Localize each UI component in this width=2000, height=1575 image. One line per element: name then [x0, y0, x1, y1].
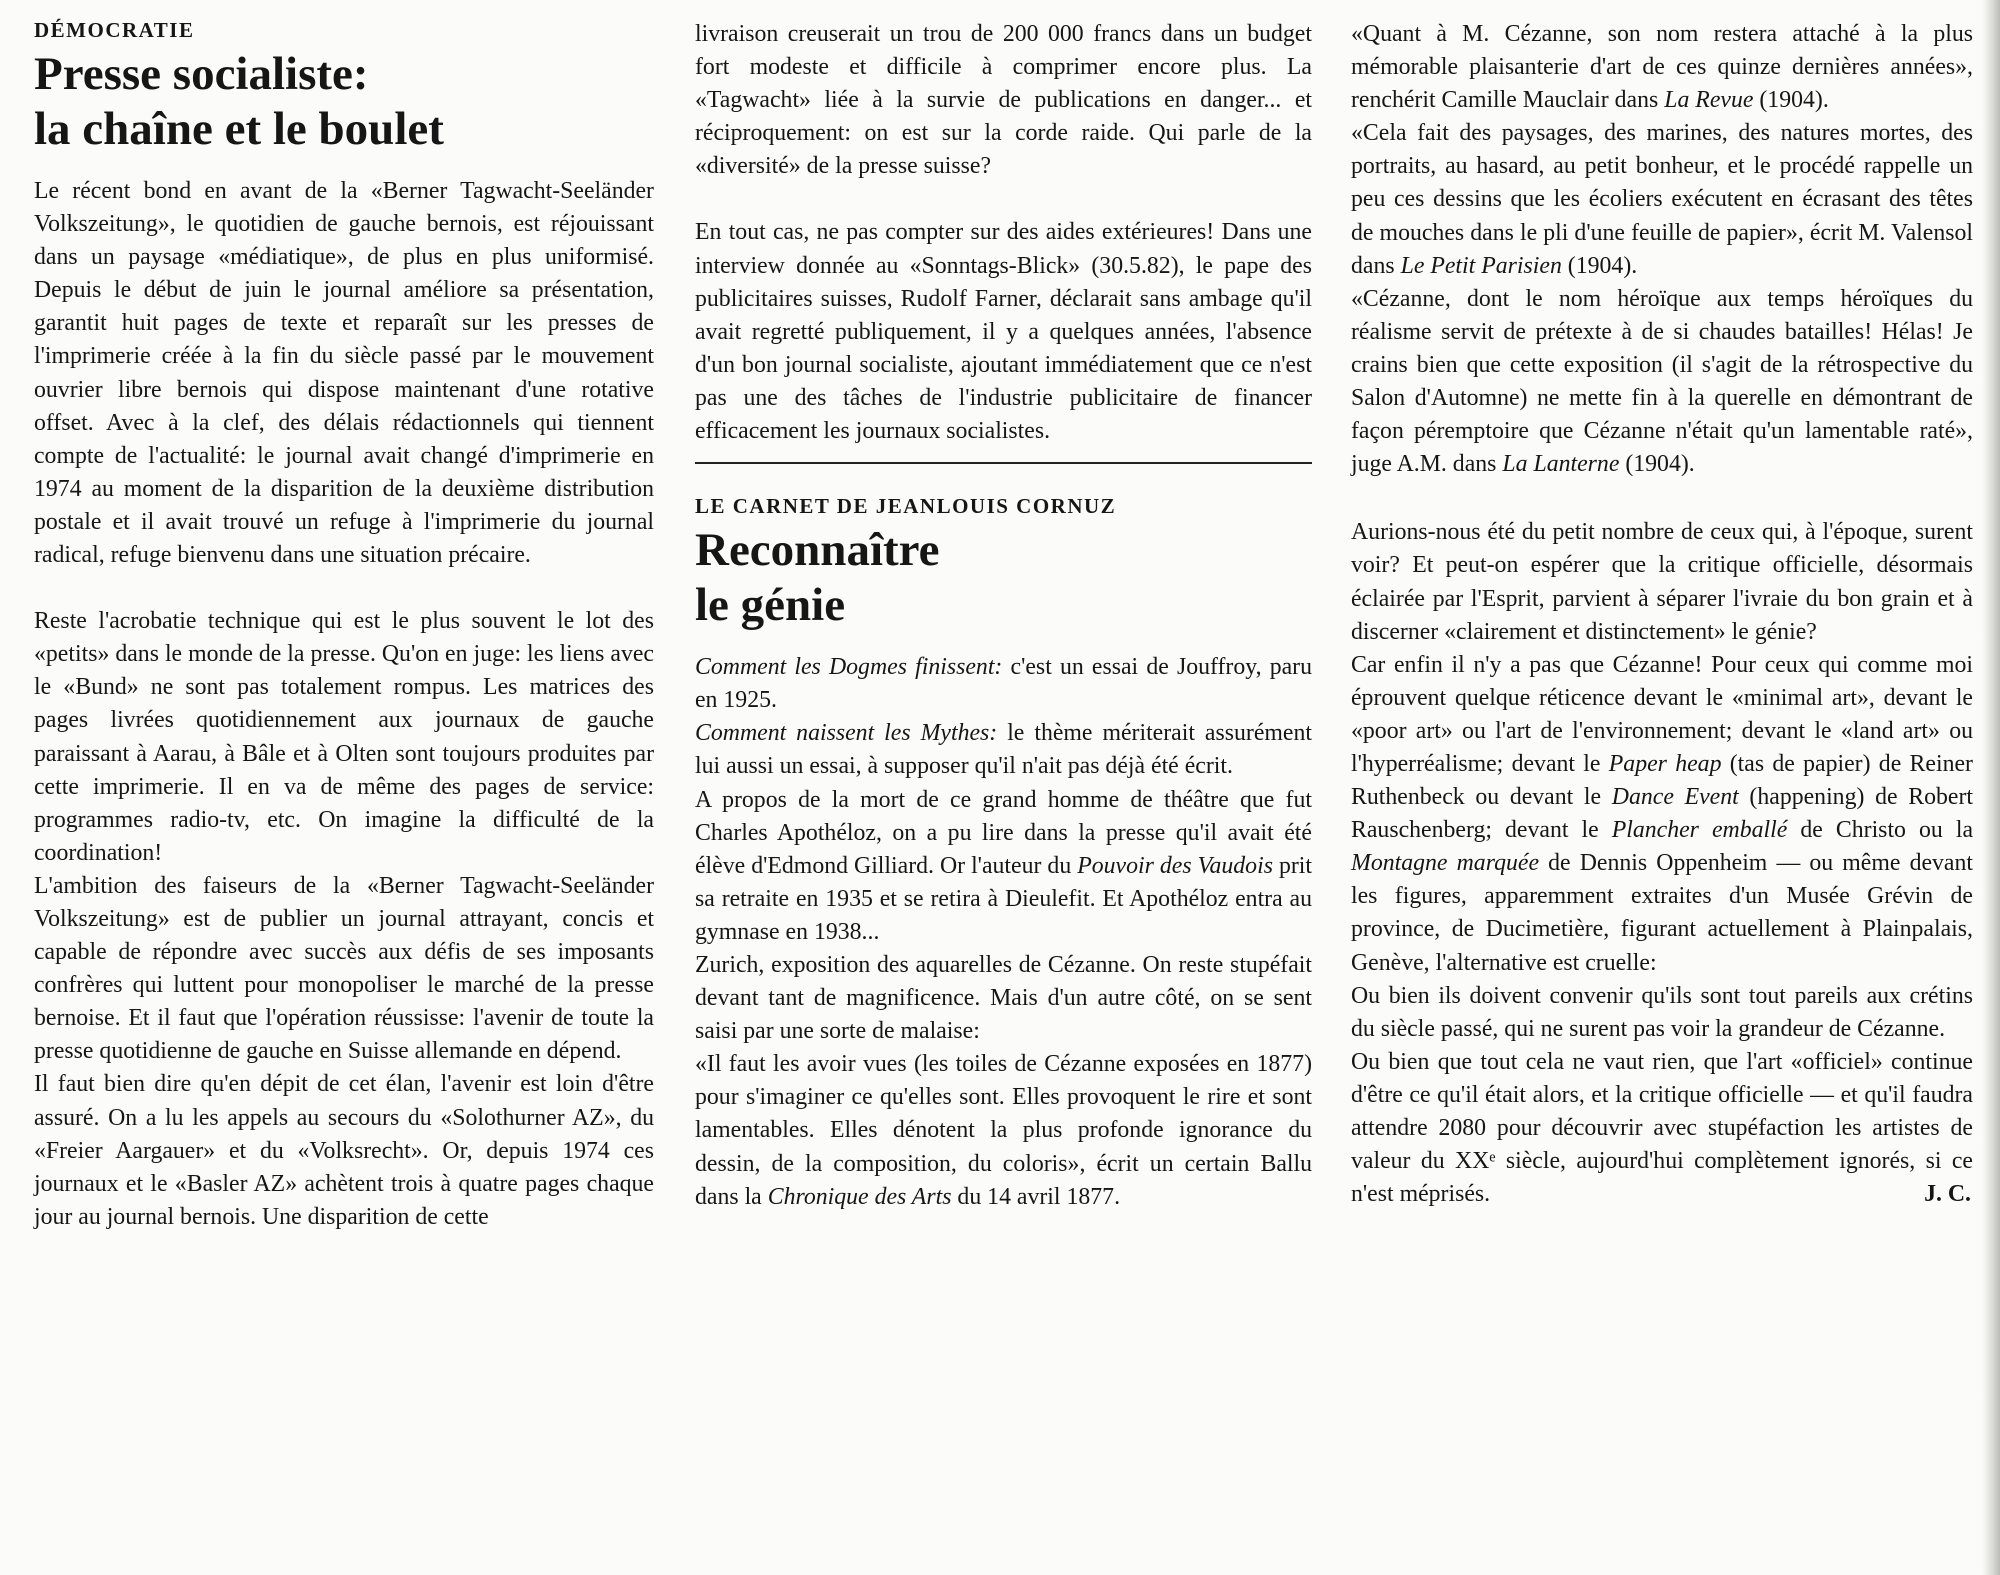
paragraph [695, 717, 1312, 783]
text-run: de Christo ou la [1787, 817, 1974, 844]
paragraph: Aurions-nous été du petit nombre de ceux qui, à l'époque, surent voir? Et peut-on espérer que la critique officielle, désormais éclairée par l'Esprit, parvient à séparer l'ivraie du bon grain et à discerner «clairement et distinctement» le génie? [1351, 519, 1973, 645]
paragraph: L'ambition des faiseurs de la «Berner Tagwacht-Seeländer Volkszeitung» est de publier un journal attrayant, concis et capable de répondre avec succès aux défis de ses imposants confrères qui luttent pour monopoliser le marché de la presse bernoise. Et il faut que l'opération réussisse: l'avenir de toute la presse quotidienne de gauche en Suisse allemande en dépend. [34, 872, 654, 1065]
book-title: Comment les Dogmes finissent: [695, 654, 1003, 681]
publication-title: Le Petit Parisien [1400, 252, 1562, 279]
headline-line: Reconnaître [695, 524, 940, 577]
text-run: de Dennis Oppenheim — ou même devant les figures, apparemment extraites d'un Musée Grévin de province, de Ducimetière, figurant actuellement à Plainpalais, Genève, l'alternative est cruelle: [1351, 850, 1974, 976]
book-title: Comment naissent les Mythes: [695, 720, 998, 747]
text-run: (1904). [1753, 87, 1829, 114]
text-run: «Cézanne, dont le nom héroïque aux temps héroïques du réalisme servit de prétexte à de si chaudes batailles! Hélas! Je crains bien que cette exposition (il s'agit de la rétrospective du Salon d'Automne) ne mette fin à la querelle en démontrant de façon péremptoire que Cézanne n'était qu'un lamentable raté», juge A.M. dans [1351, 285, 1973, 478]
text-run: «Cela fait des paysages, des marines, des natures mortes, des portraits, au hasard, au petit bonheur, et le procédé rappelle un peu ces dessins que les écoliers exécutent en écrasant des têtes de mouches dans le pli d'une feuille de papier», écrit M. Valensol dans [1351, 120, 1973, 279]
column-3 [1351, 18, 1973, 1211]
paragraph: Reste l'acrobatie technique qui est le plus souvent le lot des «petits» dans le monde de la presse. Qu'on en juge: les liens avec le «Bund» ne sont pas totalement rompus. Les matrices des pages livrées quotidiennement aux journaux de gauche paraissant à Aarau, à Bâle et à Olten sont toujours produites par cette imprimerie. Il en va de même des pages de service: programmes radio-tv, etc. On imagine la difficulté de la coordination! [34, 608, 654, 866]
text-run: «Il faut les avoir vues (les toiles de Cézanne exposées en 1877) pour s'imaginer ce qu'elles sont. Elles provoquent le rire et sont lamentables. Elles dénotent la plus profonde ignorance du dessin, de la composition, du coloris», écrit un certain Ballu dans la [695, 1051, 1312, 1210]
paragraph: Ou bien ils doivent convenir qu'ils sont tout pareils aux crétins du siècle passé, qui ne surent pas voir la grandeur de Cézanne. [1351, 982, 1973, 1042]
text-run: Car enfin il n'y a pas que Cézanne! Pour ceux qui comme moi éprouvent quelque réticence devant le «minimal art», devant le «poor art» ou l'art de l'environnement; devant le «land art» ou l'hyperréalisme; devant le [1351, 651, 1973, 777]
artwork-title: Dance Event [1611, 784, 1739, 811]
paragraph: livraison creuserait un trou de 200 000 francs dans un budget fort modeste et difficile à comprimer encore plus. La «Tagwacht» liée à la survie de publications en danger... et réciproquement: on est sur la corde raide. Qui parle de la «diversité» de la presse suisse? [695, 21, 1312, 180]
paragraph: Il faut bien dire qu'en dépit de cet élan, l'avenir est loin d'être assuré. On a lu les appels au secours du «Solothurner AZ», du «Freier Aargauer» et du «Volksrecht». Or, depuis 1974 ces journaux et le «Basler AZ» achètent trois à quatre pages chaque jour au journal bernois. Une disparition de cette [34, 1071, 654, 1230]
quote-paragraph [1351, 117, 1973, 282]
headline-line: la chaîne et le boulet [34, 103, 444, 155]
article-headline [34, 47, 654, 157]
paragraph [695, 1048, 1312, 1213]
publication-title: La Revue [1664, 87, 1754, 114]
paragraph: Le récent bond en avant de la «Berner Tagwacht-Seeländer Volkszeitung», le quotidien de gauche bernois, est réjouissant dans un paysage «médiatique», de plus en plus uniformisé. Depuis le début de juin le journal améliore sa présentation, garantit huit pages de texte et reparaît sur les presses de l'imprimerie créée à la fin du siècle passé par le mouvement ouvrier libre bernois qui dispose maintenant d'une rotative offset. Avec à la clef, des délais rédactionnels qui tiennent compte de l'actualité: le journal avait changé d'imprimerie en 1974 au moment de la disparition de la deuxième distribution postale et il avait trouvé un refuge à l'imprimerie du journal radical, refuge bienvenu dans une situation précaire. [34, 178, 654, 569]
text-run: «Quant à M. Cézanne, son nom restera attaché à la plus mémorable plaisanterie d'art de ces quinze dernières années», renchérit Camille Mauclair dans [1351, 21, 1973, 114]
column-2 [695, 18, 1312, 1214]
paragraph [695, 784, 1312, 949]
text-run: (happening) de Robert Rauschenberg; devant le [1351, 784, 1973, 844]
text-run: (1904). [1561, 252, 1638, 279]
quote-paragraph [1351, 283, 1973, 482]
article-headline [695, 523, 1312, 633]
quote-paragraph [1351, 18, 1973, 117]
text-run: du 14 avril 1877. [951, 1183, 1121, 1210]
section-divider [695, 462, 1312, 464]
section-kicker: DÉMOCRATIE [34, 18, 195, 42]
publication-title: La Lanterne [1502, 451, 1620, 478]
text-run: A propos de la mort de ce grand homme de théâtre que fut Charles Apothéloz, on a pu lire dans la presse qu'il avait été élève d'Edmond Gilliard. Or l'auteur du [695, 786, 1312, 879]
headline-line: le génie [695, 579, 846, 632]
author-signature: J. C. [1924, 1181, 1971, 1208]
text-run: (tas de papier) de Reiner Ruthenbeck ou devant le [1351, 750, 1973, 811]
paragraph: Zurich, exposition des aquarelles de Cézanne. On reste stupéfait devant tant de magnificence. Mais d'un autre côté, on se sent saisi par une sorte de malaise: [695, 951, 1312, 1045]
text-run: Ou bien que tout cela ne vaut rien, que l'art «officiel» continue d'être ce qu'il était alors, et la critique officielle — et qu'il faudra attendre 2080 pour découvrir avec stupéfaction les artistes de valeur du XXᵉ siècle, aujourd'hui complètement ignorés, si ce n'est méprisés. [1351, 1048, 1973, 1208]
column-1 [34, 18, 654, 1234]
publication-title: Chronique des Arts [767, 1183, 952, 1210]
column-kicker: LE CARNET DE JEANLOUIS CORNUZ [695, 494, 1117, 519]
artwork-title: Montagne marquée [1351, 850, 1540, 877]
artwork-title: Plancher emballé [1611, 817, 1788, 844]
paragraph [1351, 1046, 1973, 1211]
page-edge-shadow [1982, 0, 2000, 1575]
text-run: (1904). [1619, 451, 1695, 478]
text-run: c'est un essai de Jouffroy, paru en 1925. [695, 654, 1312, 714]
text-run: prit sa retraite en 1935 et se retira à Dieulefit. Et Apothéloz entra au gymnase en 1938... [695, 852, 1313, 945]
artwork-title: Paper heap [1608, 750, 1722, 777]
paragraph [1351, 649, 1973, 980]
text-run: le thème mériterait assurément lui aussi un essai, à supposer qu'il n'ait pas déjà été écrit. [695, 720, 1312, 780]
headline-line: Presse socialiste: [34, 48, 369, 100]
paragraph [695, 651, 1312, 717]
book-title: Pouvoir des Vaudois [1077, 852, 1273, 879]
paragraph: En tout cas, ne pas compter sur des aides extérieures! Dans une interview donnée au «Sonntags-Blick» (30.5.82), le pape des publicitaires suisses, Rudolf Farner, déclarait sans ambage qu'il avait regretté publiquement, il y a quelques années, l'absence d'un bon journal socialiste, ajoutant immédiatement que ce n'est pas une des tâches de l'industrie publicitaire de financer efficacement les journaux socialistes. [695, 219, 1312, 445]
